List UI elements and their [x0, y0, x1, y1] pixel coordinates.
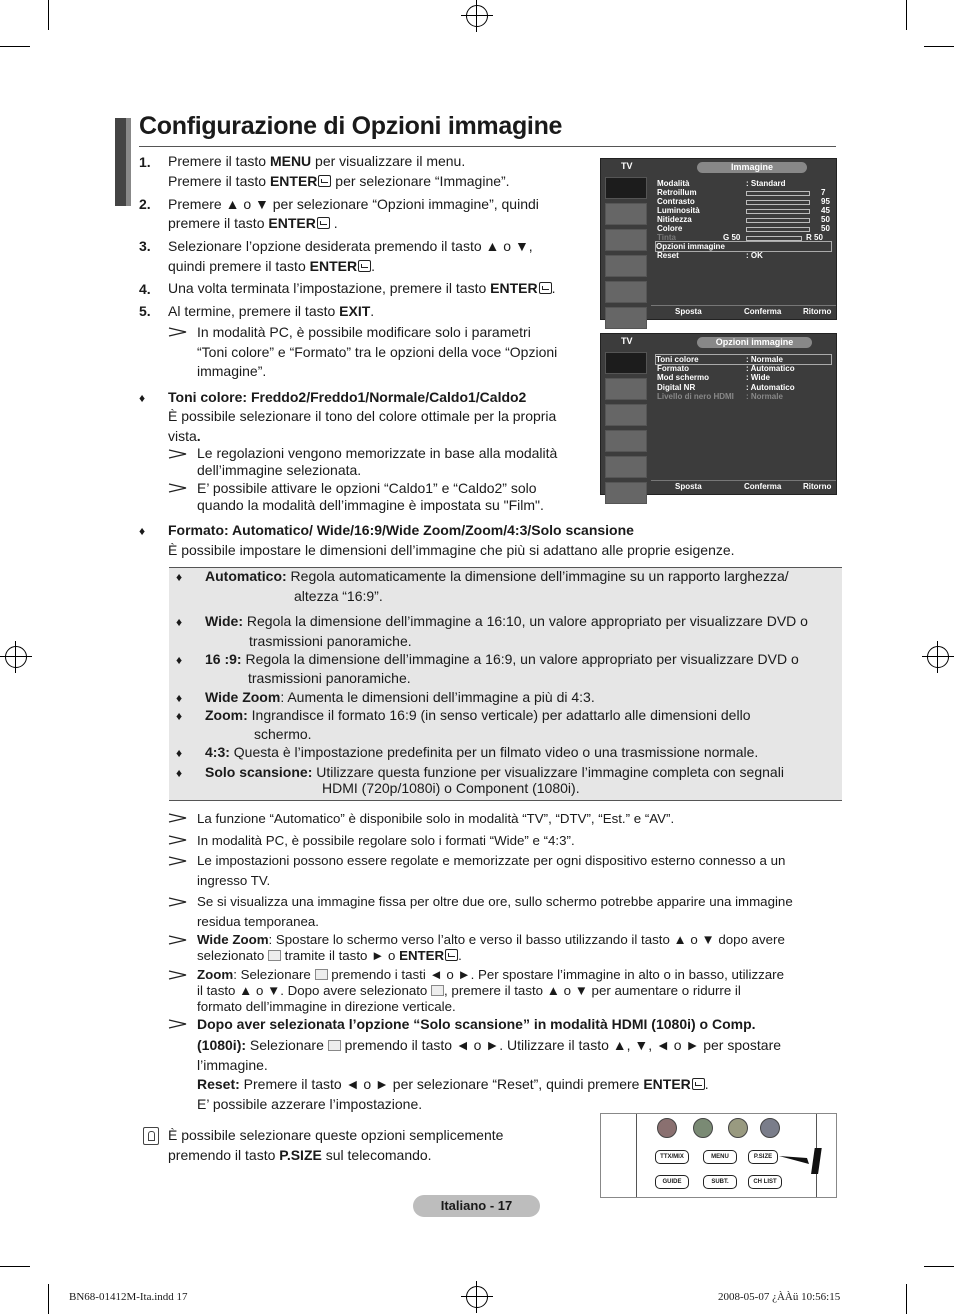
crop-mark [48, 1284, 49, 1314]
size-icon [431, 985, 444, 996]
osd-footer [651, 480, 836, 493]
step-number: 3. [139, 238, 151, 254]
note-arrow-icon [168, 934, 188, 946]
note-solo-scansione-line-2: (1080i): Selezionare premendo il tasto ◄ o ►. Utilizzare il tasto ▲, ▼, ◄ o ► per spostare [197, 1037, 782, 1053]
enter-icon [318, 175, 331, 187]
bullet-icon: ♦ [176, 615, 183, 629]
formato-heading: Formato: Automatico/ Wide/16:9/Wide Zoom/Zoom/4:3/Solo scansione [168, 522, 634, 538]
step-number: 1. [139, 154, 151, 170]
pointer-arrow-icon [777, 1146, 829, 1176]
note-arrow-icon [168, 326, 188, 338]
osd-row-label[interactable]: Colore [657, 224, 683, 233]
footer-file-name: BN68-01412M-Ita.indd 17 [69, 1291, 188, 1303]
osd-row-selected[interactable]: Opzioni immagine [656, 242, 831, 251]
pc-note-line-2: “Toni colore” e “Formato” tra le opzioni della voce “Opzioni [197, 344, 558, 360]
note-wide-zoom-line-2: selezionato tramite il tasto ► o ENTER . [197, 948, 462, 963]
step-1-line-2: Premere il tasto ENTER per selezionare “Immagine”. [168, 173, 510, 189]
crop-mark [48, 0, 49, 30]
note-settings-line-2: ingresso TV. [197, 873, 271, 888]
registration-mark [466, 5, 488, 27]
note-arrow-icon [168, 482, 188, 494]
note-automatico: La funzione “Automatico” è disponibile solo in modalità “TV”, “DTV”, “Est.” e “AV”. [197, 811, 675, 826]
toni-note-1-line-1: Le regolazioni vengono memorizzate in base alla modalità [197, 445, 558, 461]
formato-item-cont: HDMI (720p/1080i) o Component (1080i). [322, 780, 580, 796]
note-pc-formats: In modalità PC, è possibile regolare solo i formati “Wide” e “4:3”. [197, 833, 575, 848]
bullet-icon: ♦ [176, 766, 183, 780]
osd-row-label[interactable]: Livello di nero HDMI [657, 392, 734, 401]
position-icon [315, 969, 328, 980]
picture-menu-icon[interactable] [605, 352, 647, 374]
note-arrow-icon [168, 834, 188, 846]
osd-ritorno-label: Ritorno [803, 307, 832, 316]
toni-note-2-line-2: quando la modalità dell’immagine è impostata su "Film". [197, 497, 544, 513]
osd-footer [651, 305, 836, 318]
osd-row-value: : Normale [746, 355, 783, 364]
osd-opzioni-menu [600, 333, 837, 495]
note-still-image-line-2: residua temporanea. [197, 914, 319, 929]
enter-icon [692, 1078, 705, 1090]
formato-item-cont: altezza “16:9”. [294, 588, 383, 604]
osd-title: Opzioni immagine [697, 337, 812, 348]
step-number: 4. [139, 281, 151, 297]
bullet-icon: ♦ [176, 653, 183, 667]
osd-conferma-label: Conferma [744, 307, 782, 316]
step-3-line-2: quindi premere il tasto ENTER . [168, 258, 375, 274]
position-icon [268, 950, 281, 961]
osd-row-value: R 50 [806, 233, 823, 242]
osd-sidebar [601, 173, 649, 333]
setup-menu-icon[interactable] [605, 255, 647, 277]
osd-row-value: 50 [821, 215, 830, 224]
note-arrow-icon [168, 855, 188, 867]
step-2-line-2: premere il tasto ENTER . [168, 215, 338, 231]
crop-mark [0, 46, 30, 47]
osd-row-label[interactable]: Reset [657, 251, 679, 260]
guide-button[interactable]: GUIDE [655, 1175, 689, 1189]
registration-mark [5, 646, 27, 668]
osd-row-value: G 50 [723, 233, 741, 242]
osd-row-label[interactable]: Formato [657, 364, 689, 373]
formato-desc: È possibile impostare le dimensioni dell’immagine che più si adattano alle proprie esigenze. [168, 542, 735, 558]
osd-row-label[interactable]: Nitidezza [657, 215, 692, 224]
osd-row-value: 50 [821, 224, 830, 233]
osd-row-value: : OK [746, 251, 763, 260]
slider-bar [746, 218, 810, 223]
toni-desc-2: vista. [168, 428, 201, 444]
note-arrow-icon [168, 1018, 188, 1030]
osd-row-value: : Automatico [746, 383, 795, 392]
ch-list-button[interactable]: CH LIST [748, 1175, 782, 1189]
remote-tip-icon [143, 1127, 159, 1145]
remote-illustration [600, 1113, 837, 1198]
step-number: 2. [139, 196, 151, 212]
step-2-line-1: Premere ▲ o ▼ per selezionare “Opzioni immagine”, quindi [168, 196, 539, 212]
formato-item-cont: trasmissioni panoramiche. [249, 633, 412, 649]
application-menu-icon[interactable] [605, 482, 647, 504]
osd-row-value: : Normale [746, 392, 783, 401]
green-button[interactable] [693, 1118, 713, 1138]
osd-sposta-label: Sposta [675, 307, 702, 316]
osd-sidebar [601, 348, 649, 508]
toni-note-2-line-1: E’ possibile attivare le opzioni “Caldo1” e “Caldo2” solo [197, 480, 537, 496]
slider-bar [746, 236, 802, 241]
osd-ritorno-label: Ritorno [803, 482, 832, 491]
crop-mark [906, 0, 907, 30]
bullet-icon: ♦ [176, 746, 183, 760]
enter-icon [539, 282, 552, 294]
step-4-line-1: Una volta terminata l’impostazione, premere il tasto ENTER . [168, 280, 556, 296]
pc-note-line-3: immagine”. [197, 363, 267, 379]
note-zoom-line-2: il tasto ▲ o ▼. Dopo avere selezionato , premere il tasto ▲ o ▼ per aumentare o ridurre il [197, 983, 741, 998]
page-number-label: Italiano - 17 [413, 1195, 540, 1217]
yellow-button[interactable] [728, 1118, 748, 1138]
application-menu-icon[interactable] [605, 307, 647, 329]
input-menu-icon[interactable] [605, 456, 647, 478]
psize-tip-line-1: È possibile selezionare queste opzioni semplicemente [168, 1127, 504, 1143]
formato-item: Wide Zoom: Aumenta le dimensioni dell’immagine a più di 4:3. [205, 689, 595, 705]
bullet-icon: ♦ [139, 391, 146, 405]
position-icon [328, 1040, 341, 1051]
note-arrow-icon [168, 969, 188, 981]
setup-menu-icon[interactable] [605, 430, 647, 452]
bullet-icon: ♦ [176, 570, 183, 584]
note-settings-line-1: Le impostazioni possono essere regolate e memorizzate per ogni dispositivo esterno connesso a un [197, 853, 786, 868]
formato-item-cont: trasmissioni panoramiche. [248, 670, 411, 686]
note-zoom-line-3: formato dell’immagine in direzione verticale. [197, 999, 456, 1014]
osd-tv-label: TV [621, 336, 633, 346]
note-solo-scansione-head: Dopo aver selezionata l’opzione “Solo scansione” in modalità HDMI (1080i) o Comp. [197, 1016, 756, 1032]
formato-item: 4:3: Questa è l’impostazione predefinita per un filmato video o una trasmissione normale. [205, 744, 759, 760]
toni-heading: Toni colore: Freddo2/Freddo1/Normale/Caldo1/Caldo2 [168, 389, 527, 405]
osd-row-label[interactable]: Modalità [657, 179, 690, 188]
menu-button[interactable]: MENU [703, 1150, 737, 1164]
bullet-icon: ♦ [176, 691, 183, 705]
osd-tv-label: TV [621, 161, 633, 171]
note-wide-zoom-line-1: Wide Zoom: Spostare lo schermo verso l’alto e verso il basso utilizzando il tasto ▲ o ▼ dopo avere [197, 932, 785, 947]
osd-sposta-label: Sposta [675, 482, 702, 491]
registration-mark [466, 1286, 488, 1308]
note-zoom-line-1: Zoom: Selezionare premendo i tasti ◄ o ►. Per spostare l’immagine in alto o in basso, utilizzare [197, 967, 784, 982]
toni-desc-1: È possibile selezionare il tono del colore ottimale per la propria [168, 408, 557, 424]
osd-row-label[interactable]: Retroillum [657, 188, 697, 197]
step-3-line-1: Selezionare l’opzione desiderata premendo il tasto ▲ o ▼, [168, 238, 533, 254]
page-title: Configurazione di Opzioni immagine [139, 112, 563, 140]
input-menu-icon[interactable] [605, 281, 647, 303]
note-arrow-icon [168, 448, 188, 460]
enter-icon [445, 949, 458, 961]
psize-button[interactable]: P.SIZE [748, 1150, 778, 1164]
formato-item: Wide: Regola la dimensione dell’immagine a 16:10, un valore appropriato per visualizzare DVD o [205, 613, 808, 629]
osd-immagine-menu [600, 158, 837, 320]
osd-row-value: 45 [821, 206, 830, 215]
note-arrow-icon [168, 812, 188, 824]
osd-row-selected[interactable]: Toni colore [656, 355, 831, 364]
formato-item: Solo scansione: Utilizzare questa funzione per visualizzare l’immagine completa con segnali [205, 764, 784, 780]
psize-tip-line-2: premendo il tasto P.SIZE sul telecomando. [168, 1147, 432, 1163]
note-reset-line: Reset: Premere il tasto ◄ o ► per selezionare “Reset”, quindi premere ENTER . [197, 1076, 709, 1092]
pc-note-line-1: In modalità PC, è possibile modificare solo i parametri [197, 324, 531, 340]
formato-item-cont: schermo. [254, 726, 312, 742]
note-still-image-line-1: Se si visualizza una immagine fissa per oltre due ore, sullo schermo potrebbe apparire una immagine [197, 894, 793, 909]
note-solo-scansione-line-3: l’immagine. [197, 1057, 268, 1073]
osd-row-value: : Standard [746, 179, 786, 188]
formato-item: Automatico: Regola automaticamente la dimensione dell’immagine su un rapporto larghezza/ [205, 568, 789, 584]
slider-bar [746, 227, 810, 232]
channel-menu-icon[interactable] [605, 404, 647, 426]
title-accent-bar [126, 118, 131, 206]
osd-row-label[interactable]: Contrasto [657, 197, 695, 206]
crop-mark [0, 1266, 30, 1267]
osd-row-value: 7 [821, 188, 826, 197]
ttx-mix-button[interactable]: TTX/MIX [655, 1150, 689, 1164]
note-reset-desc: E’ possibile azzerare l’impostazione. [197, 1096, 423, 1112]
crop-mark [924, 46, 954, 47]
formato-item: Zoom: Ingrandisce il formato 16:9 (in senso verticale) per adattarlo alle dimensioni dello [205, 707, 751, 723]
channel-menu-icon[interactable] [605, 229, 647, 251]
step-1-line-1: Premere il tasto MENU per visualizzare il menu. [168, 153, 466, 169]
note-arrow-icon [168, 896, 188, 908]
osd-row-value: 95 [821, 197, 830, 206]
osd-row-value: : Automatico [746, 364, 795, 373]
osd-row-label[interactable]: Mod schermo [657, 373, 710, 382]
osd-row-label[interactable]: Digital NR [657, 383, 696, 392]
crop-mark [906, 1284, 907, 1314]
formato-item: 16 :9: Regola la dimensione dell’immagine a 16:9, un valore appropriato per visualizzare DVD o [205, 651, 799, 667]
slider-bar [746, 200, 810, 205]
registration-mark [927, 646, 949, 668]
osd-conferma-label: Conferma [744, 482, 782, 491]
toni-note-1-line-2: dell’immagine selezionata. [197, 462, 362, 478]
enter-icon [358, 260, 371, 272]
slider-bar [746, 209, 810, 214]
picture-menu-icon[interactable] [605, 177, 647, 199]
slider-bar [746, 191, 810, 196]
osd-row-label[interactable]: Tinta [657, 233, 676, 242]
osd-title: Immagine [697, 162, 807, 173]
title-rule [139, 146, 836, 147]
step-number: 5. [139, 303, 151, 319]
bullet-icon: ♦ [139, 524, 146, 538]
enter-icon [317, 217, 330, 229]
step-5-line-1: Al termine, premere il tasto EXIT. [168, 303, 375, 319]
footer-timestamp: 2008-05-07 ¿ÀÀü 10:56:15 [718, 1291, 841, 1303]
red-button[interactable] [657, 1118, 677, 1138]
crop-mark [924, 1266, 954, 1267]
osd-row-value: : Wide [746, 373, 770, 382]
sound-menu-icon[interactable] [605, 378, 647, 400]
osd-row-label[interactable]: Luminosità [657, 206, 700, 215]
blue-button[interactable] [760, 1118, 780, 1138]
subt-button[interactable]: SUBT. [703, 1175, 737, 1189]
bullet-icon: ♦ [176, 709, 183, 723]
sound-menu-icon[interactable] [605, 203, 647, 225]
